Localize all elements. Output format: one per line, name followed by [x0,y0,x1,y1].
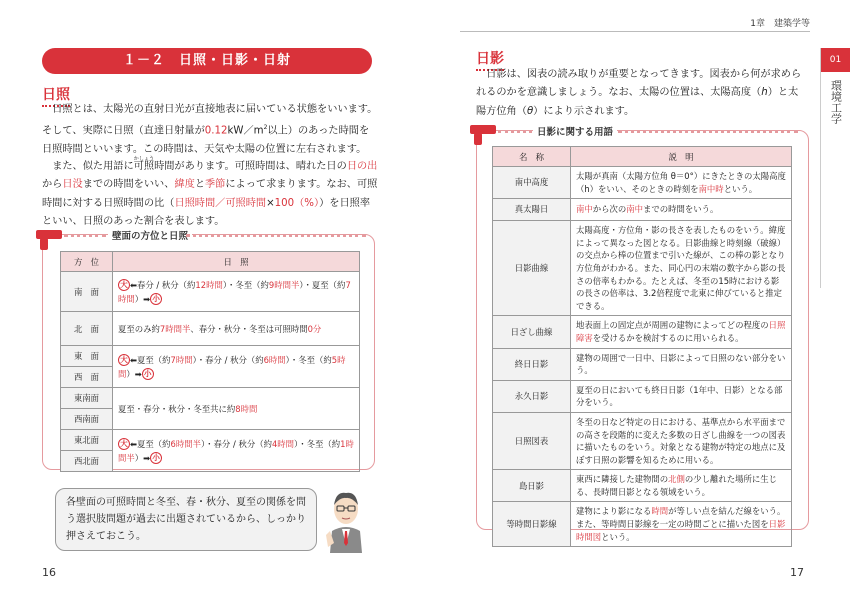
small-mark: 小 [150,452,162,464]
table-row: 永久日影 夏至の日においても終日日影（1年中、日影）となる部分をいう。 [493,380,792,412]
table-row: 島日影 東西に隣接した建物間の北側の少し離れた場所に生じる、長時間日影となる領域をいう。 [493,470,792,502]
page-number-right: 17 [790,566,804,579]
table-row: 日ざし曲線 地表面上の固定点が周囲の建物によってどの程度の日照障害を受けるかを検討するのに用いられる。 [493,316,792,348]
wall-orientation-table [60,251,360,472]
shadow-terms-title: 日影に関する用語 [533,124,617,138]
large-mark: 大 [118,354,130,366]
small-mark: 小 [142,368,154,380]
table-row: 南 面 大 ⬅春分 / 秋分（約12時間）・冬至（約9時間半）・夏至（約7時間）➡ 小 [61,272,360,312]
table-row: 終日日影 建物の周囲で一日中、日影によって日照のない部分をいう。 [493,348,792,380]
table-row: 東 面 大 ⬅夏至（約7時間）・春分 / 秋分（約6時間）・冬至（約5時間）➡ 小 [61,346,360,367]
table-header: 日 照 [113,252,360,272]
wall-orientation-title: 壁面の方位と日照 [108,228,192,242]
table-row: 西 面 [61,367,360,388]
large-mark: 大 [118,279,130,291]
table-row: 西北面 [61,451,360,472]
table-row: 真太陽日 南中から次の南中までの時間をいう。 [493,199,792,221]
table-row: 北 面 夏至のみ約7時間半、春分・秋分・冬至は可照時間0分 [61,312,360,346]
chapter-header: 1章 建築学等 [750,19,810,29]
nichiei-heading: 日影 [476,48,504,71]
table-header: 名 称 [493,147,571,167]
teacher-illustration-icon [322,485,370,553]
speech-bubble: 各壁面の可照時間と冬至、春・秋分、夏至の関係を問う選択肢問題が過去に出題されているから、しっかり押さえておこう。 [55,488,317,551]
nissho-paragraph-2: また、似た用語に可照かしょう時間があります。可照時間は、晴れた日の日の出から日没までの時間をいい、緯度と季節によって求まります。なお、可照時間に対する日照時間の比（日照時間／可照時間×100（%））を日照率といい、日照のあった割合を表します。 [42,156,378,228]
panel-dotline [64,234,106,237]
table-row: 等時間日影線 建物により影になる時間が等しい点を結んだ線をいう。また、等時間日影線を一定の時間ごとに描いた図を日影時間図という。 [493,502,792,547]
chapter-side-tab [820,48,850,288]
nissho-heading: 日照 [42,84,70,107]
pointer-gun-icon [34,226,66,252]
side-tab-number: 01 [821,48,850,72]
panel-dotline [186,234,366,237]
large-mark: 大 [118,438,130,450]
pointer-gun-icon [468,121,500,147]
section-title: １－２ 日照・日影・日射 [42,48,372,74]
table-header: 説 明 [571,147,792,167]
panel-dotline [498,130,532,133]
table-row: 日影曲線 太陽高度・方位角・影の長さを表したものをいう。緯度によって異なった図となる。日影曲線と時刻線（破線）の交点から棒の位置まで引いた線が、この棒の影となり方位角がわかる。また、同心円の末端の数字から影の長さの倍率もわかる。たとえば、冬至の15時における影の長さの倍率は、3.2倍程度で北東に伸びていると推定できる。 [493,221,792,316]
page-number-left: 16 [42,566,56,579]
shadow-terms-table [492,146,792,547]
header-rule [460,31,810,32]
nissho-paragraph-1: 日照とは、太陽光の直射日光が直接地表に届いている状態をいいます。そして、実際に日照（直達日射量が$0.12kW/m^2$以上）のあった時間を日照時間といいます。この時間は、天気や太陽の位置に左右されます。 [42,104,378,156]
table-row: 日照図表 冬至の日など特定の日における、基準点から水平面までの高さを段階的に変えた多数の日ざし曲線を一つの図表に描いたものをいう。対象となる建物が特定の地点に及ぼす日照の影響を知るために用いる。 [493,412,792,469]
side-tab-label: 環境工学 [829,80,843,124]
small-mark: 小 [150,293,162,305]
table-row: 東北面 大 ⬅夏至（約6時間半）・春分 / 秋分（約4時間）・冬至（約1時間半）➡ 小 [61,430,360,451]
nichiei-paragraph: 日影は、図表の読み取りが重要となってきます。図表から何が求められるのかを意識しましょう。なお、太陽の位置は、太陽高度（h）と太陽方位角（θ）により示されます。 [476,69,802,117]
table-row: 東南面 夏至・春分・秋分・冬至共に約8時間 [61,388,360,409]
table-row: 西南面 [61,409,360,430]
table-row: 南中高度 太陽が真南（太陽方位角 θ＝0°）にきたときの太陽高度（h）をいい、そのときの時刻を南中時という。 [493,167,792,199]
panel-dotline [618,130,798,133]
table-header: 方 位 [61,252,113,272]
